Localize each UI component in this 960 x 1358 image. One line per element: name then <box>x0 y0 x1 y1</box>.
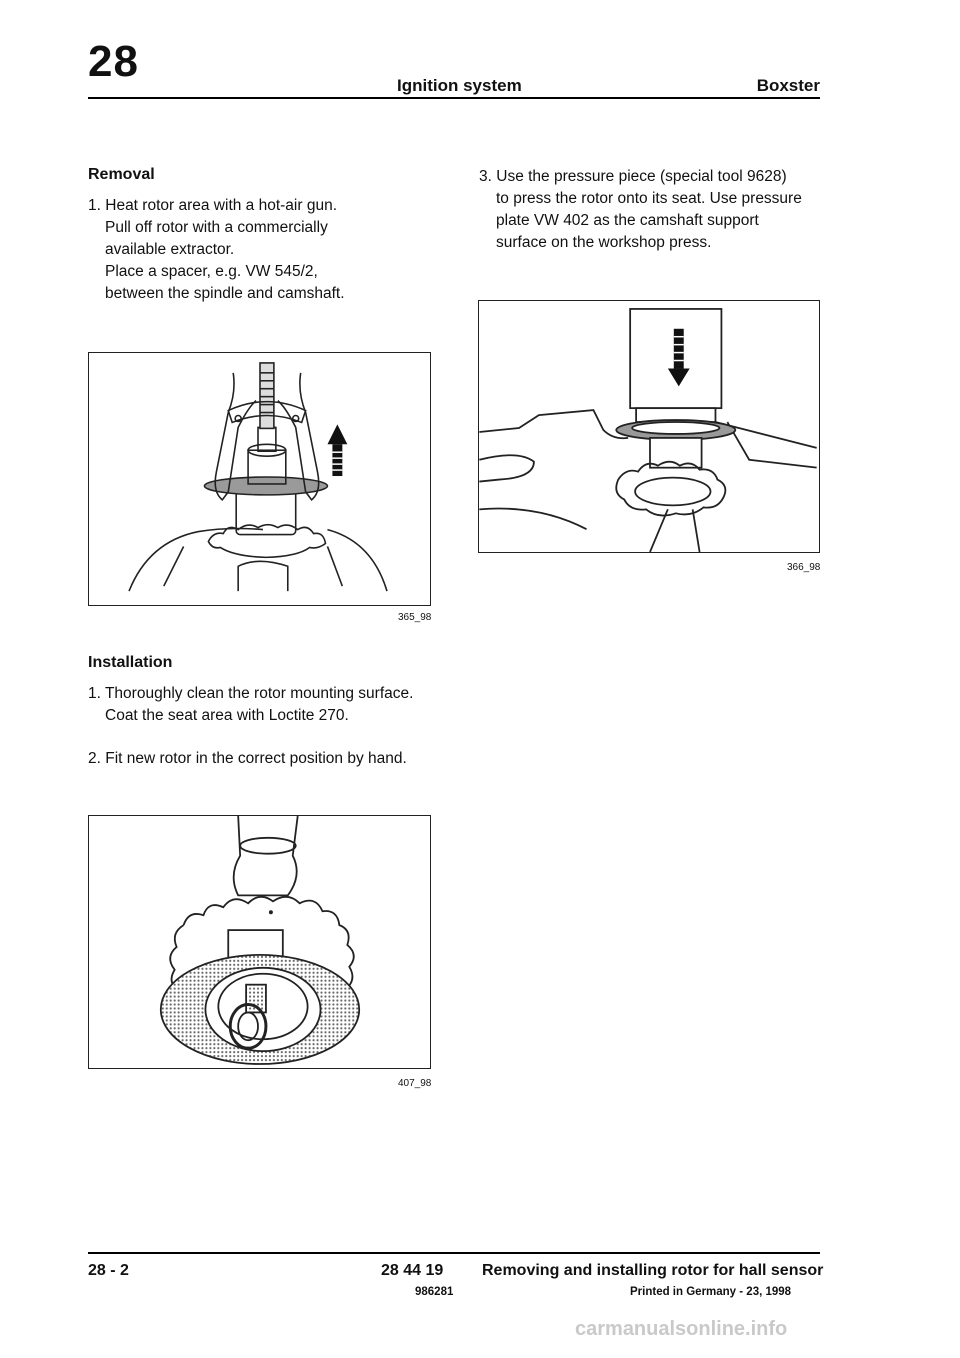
removal-step-1 <box>88 195 428 305</box>
figure-caption-366: 366_98 <box>787 562 821 573</box>
step-line: Fit new rotor in the correct position by hand. <box>105 750 407 767</box>
section-code: 28 44 19 <box>381 1262 444 1279</box>
step-line: surface on the workshop press. <box>496 234 712 251</box>
watermark: carmanualsonline.info <box>575 1318 788 1340</box>
press-illustration <box>479 301 819 552</box>
step-number: 2. <box>88 750 101 767</box>
figure-caption-407: 407_98 <box>398 1078 432 1089</box>
step-line: to press the rotor onto its seat. Use pressure <box>496 190 802 207</box>
step-line: available extractor. <box>105 241 235 258</box>
step-number: 1. <box>88 685 101 702</box>
installation-heading: Installation <box>88 654 173 671</box>
step-line: plate VW 402 as the camshaft support <box>496 212 759 229</box>
section-title: Removing and installing rotor for hall sensor <box>482 1262 824 1279</box>
rotor-illustration <box>89 816 430 1068</box>
figure-extractor <box>88 352 431 606</box>
figure-caption-365: 365_98 <box>398 612 432 623</box>
header-title: Ignition system <box>397 76 522 95</box>
installation-step-1 <box>88 683 438 727</box>
step-number: 1. <box>88 197 101 214</box>
step-line: Use the pressure piece (special tool 9628) <box>496 168 787 185</box>
step-line: Place a spacer, e.g. VW 545/2, <box>105 263 318 280</box>
figure-press <box>478 300 820 553</box>
chapter-number: 28 <box>88 37 139 86</box>
installation-step-3 <box>479 166 824 254</box>
arrow-up-icon <box>327 424 347 476</box>
header-model: Boxster <box>756 76 820 95</box>
installation-step-2 <box>88 748 438 770</box>
print-info: Printed in Germany - 23, 1998 <box>630 1286 792 1298</box>
header-rule <box>88 97 820 99</box>
step-line: Heat rotor area with a hot-air gun. <box>105 197 338 214</box>
page-number: 28 - 2 <box>88 1262 129 1279</box>
step-line: Pull off rotor with a commercially <box>105 219 328 236</box>
step-line: Coat the seat area with Loctite 270. <box>105 707 349 724</box>
document-number: 986281 <box>415 1286 454 1298</box>
step-line: between the spindle and camshaft. <box>105 285 345 302</box>
extractor-illustration <box>89 353 430 605</box>
footer-rule <box>88 1252 820 1254</box>
removal-heading: Removal <box>88 166 155 183</box>
step-line: Thoroughly clean the rotor mounting surface. <box>104 685 414 702</box>
figure-rotor <box>88 815 431 1069</box>
step-number: 3. <box>479 168 492 185</box>
